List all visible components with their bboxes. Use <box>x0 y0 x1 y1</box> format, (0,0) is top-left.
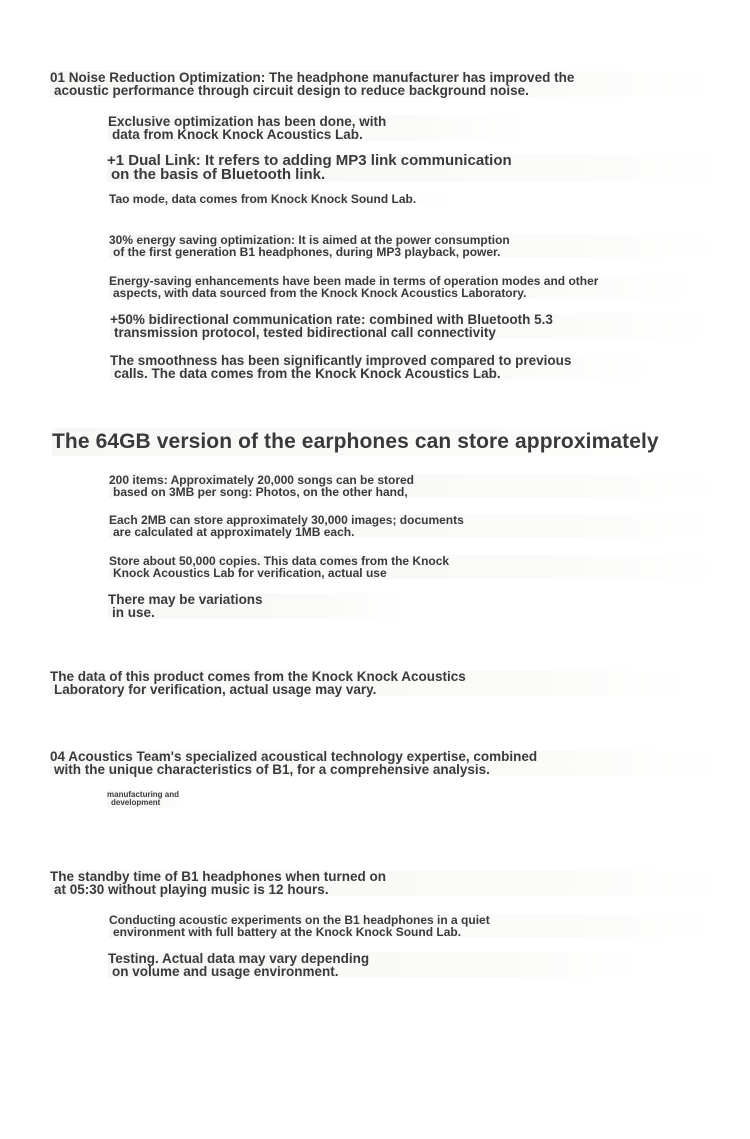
item-line-2: Knock Acoustics Lab for verification, actual use <box>113 566 387 580</box>
note-line-1: The data of this product comes from the Knock Knock Acoustics <box>50 669 466 684</box>
heading-line-2: acoustic performance through circuit design to reduce background noise. <box>54 83 529 98</box>
item-line-1: Testing. Actual data may vary depending <box>108 951 370 966</box>
storage-item <box>108 593 408 619</box>
item-line-1: Energy-saving enhancements have been made in terms of operation modes and other <box>109 274 599 288</box>
item-line-2: calls. The data comes from the Knock Knock Acoustics Lab. <box>114 366 501 381</box>
storage-item <box>109 514 719 538</box>
acoustics-team-item <box>107 790 185 808</box>
item-line-2: aspects, with data sourced from the Knock Knock Acoustics Laboratory. <box>113 286 527 300</box>
item-line-2: of the first generation B1 headphones, during MP3 playback, power. <box>113 245 501 259</box>
item-line-1: Conducting acoustic experiments on the B1 headphones in a quiet <box>109 913 490 927</box>
item-line-1: The smoothness has been significantly improved compared to previous <box>110 353 572 368</box>
item-line-2: on volume and usage environment. <box>112 964 339 979</box>
item-line-2: development <box>111 798 161 807</box>
standby-heading <box>50 870 722 896</box>
item-line-1: 30% energy saving optimization: It is aimed at the power consumption <box>109 233 510 247</box>
heading-line-1: The standby time of B1 headphones when turned on <box>50 869 387 884</box>
heading-line-2: at 05:30 without playing music is 12 hours. <box>54 882 329 897</box>
item-line-2: in use. <box>112 605 155 620</box>
item-line-1: Tao mode, data comes from Knock Knock Sound Lab. <box>109 192 417 206</box>
heading-line-2: with the unique characteristics of B1, for a comprehensive analysis. <box>54 762 490 777</box>
storage-item <box>109 555 721 579</box>
item-line-2: data from Knock Knock Acoustics Lab. <box>112 127 363 142</box>
item-line-2: are calculated at approximately 1MB each. <box>113 525 355 539</box>
item-line-1: Exclusive optimization has been done, with <box>108 114 387 129</box>
feature-item <box>109 275 699 299</box>
item-line-1: 200 items: Approximately 20,000 songs can be stored <box>109 473 415 487</box>
standby-item <box>108 952 638 978</box>
item-line-2: transmission protocol, tested bidirectional call connectivity <box>114 325 496 340</box>
item-line-2: based on 3MB per song: Photos, on the other hand, <box>113 485 408 499</box>
item-line-1: Each 2MB can store approximately 30,000 images; documents <box>109 513 464 527</box>
feature-item <box>110 354 655 380</box>
item-line-1: +50% bidirectional communication rate: combined with Bluetooth 5.3 <box>110 312 553 327</box>
item-line-1: There may be variations <box>108 592 263 607</box>
note-line-2: Laboratory for verification, actual usage may vary. <box>54 682 377 697</box>
feature-item <box>109 193 459 205</box>
item-line-1: Store about 50,000 copies. This data comes from the Knock <box>109 554 450 568</box>
storage-item <box>109 474 721 498</box>
feature-item <box>107 154 722 182</box>
item-line-2: on the basis of Bluetooth link. <box>111 166 326 183</box>
storage-headline: The 64GB version of the earphones can store approximately <box>52 428 659 456</box>
item-line-2: environment with full battery at the Knock Knock Sound Lab. <box>113 925 462 939</box>
data-source-note <box>50 670 695 696</box>
feature-item <box>109 234 721 258</box>
item-line-1: +1 Dual Link: It refers to adding MP3 link communication <box>107 152 512 169</box>
feature-item <box>108 115 528 141</box>
heading-line-1: 04 Acoustics Team's specialized acoustical technology expertise, combined <box>50 749 538 764</box>
feature-item <box>110 313 715 339</box>
standby-item <box>109 914 719 938</box>
item-line-1: manufacturing and <box>107 790 180 799</box>
acoustics-team-heading <box>50 750 722 776</box>
noise-reduction-heading <box>50 71 720 97</box>
heading-line-1: 01 Noise Reduction Optimization: The headphone manufacturer has improved the <box>50 70 575 85</box>
